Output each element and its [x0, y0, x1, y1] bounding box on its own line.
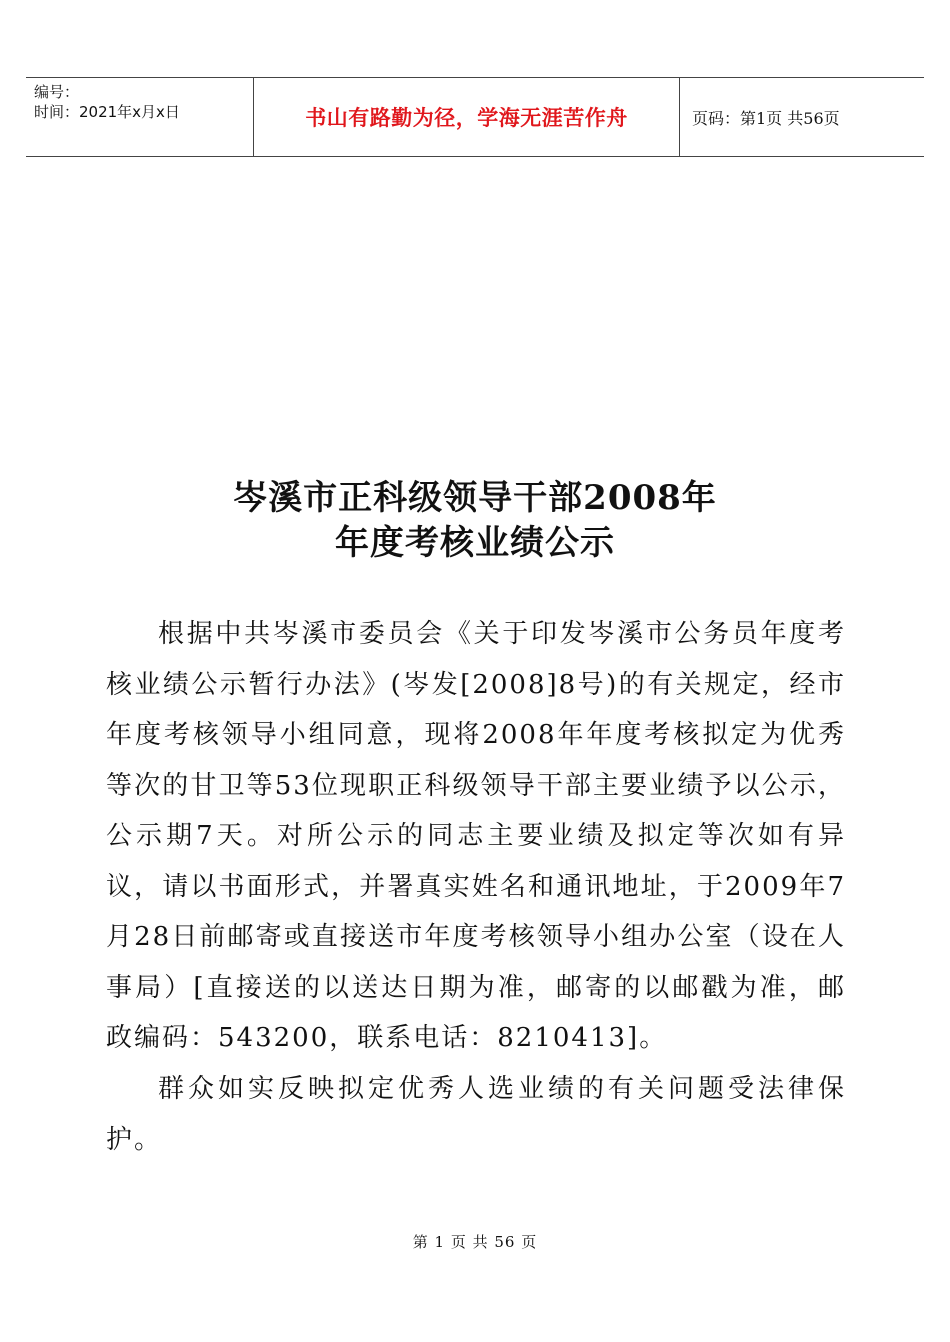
body-paragraph-2: 群众如实反映拟定优秀人选业绩的有关问题受法律保护。: [106, 1074, 846, 1155]
header-motto: 书山有路勤为径，学海无涯苦作舟: [254, 78, 680, 156]
page-header: [26, 77, 924, 157]
document-number-label: 编号：: [34, 83, 80, 101]
header-meta: [26, 78, 254, 156]
page-footer: 第 1 页 共 56 页: [412, 1233, 538, 1251]
body-paragraph-1: 根据中共岑溪市委员会《关于印发岑溪市公务员年度考核业绩公示暂行办法》(岑发[2008]8号)的有关规定，经市年度考核领导小组同意，现将2008年年度考核拟定为优秀等次的甘卫等53位现职正科级领导干部主要业绩予以公示，公示期7天。对所公示的同志主要业绩及拟定等次如有异议，请以书面形式，并署真实姓名和通讯地址，于2009年7月28日前邮寄或直接送市年度考核领导小组办公室（设在人事局）[直接送的以送达日期为准，邮寄的以邮戳为准，邮政编码：543200，联系电话：8210413]。: [106, 619, 846, 1053]
document-title-line1: 岑溪市正科级领导干部2008年: [233, 478, 717, 518]
document-time-label: 时间：2021年x月x日: [34, 103, 180, 121]
document-title-line2: 年度考核业绩公示: [335, 523, 615, 563]
header-page-info: 页码：第1页 共56页: [692, 108, 840, 128]
